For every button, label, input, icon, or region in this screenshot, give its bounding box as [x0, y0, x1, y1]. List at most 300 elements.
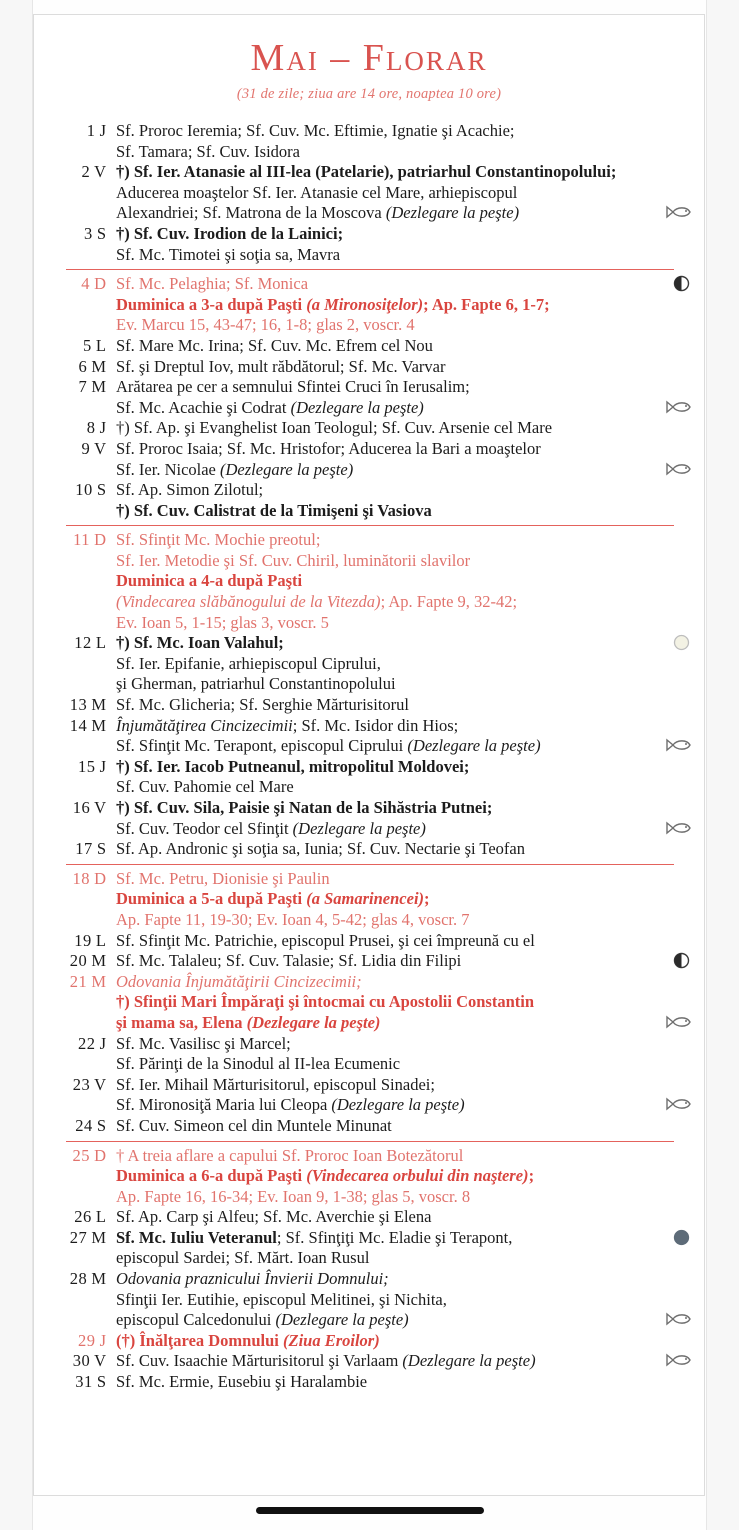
- entry-text: ;: [528, 1166, 535, 1186]
- day-weekday-letter: J: [95, 756, 106, 776]
- entry-text: Sf. Sfinţit Mc. Patrichie, episcopul Prusei, şi cei împreună cu el: [116, 930, 535, 950]
- calendar-day-row[interactable]: [50, 418, 690, 439]
- day-entries: [116, 1034, 690, 1075]
- calendar-day-row[interactable]: [50, 1372, 690, 1393]
- calendar-day-row[interactable]: [50, 931, 690, 952]
- entry-text: ; Ap. Fapte 9, 32-42;: [380, 592, 518, 612]
- day-weekday-letter: J: [95, 418, 106, 438]
- entry-text: †) Sf. Cuv. Sila, Paisie şi Natan de la Sihăstria Putnei;: [116, 798, 493, 817]
- entry-text: Sf. Ap. Andronic şi soţia sa, Iunia; Sf. Cuv. Nectarie şi Teofan: [116, 839, 525, 859]
- day-number: 31: [75, 1372, 93, 1392]
- entry-text: (†) Înălţarea Domnului: [116, 1330, 283, 1350]
- entry-text: (Dezlegare la peşte): [385, 203, 520, 223]
- home-indicator[interactable]: [256, 1507, 484, 1514]
- calendar-day-row[interactable]: [50, 695, 690, 716]
- entry-text: Ap. Fapte 11, 19-30; Ev. Ioan 4, 5-42; glas 4, voscr. 7: [116, 909, 470, 929]
- entry-text: †) Sf. Ier. Iacob Putneanul, mitropolitul Moldovei;: [116, 756, 470, 776]
- day-number: 22: [77, 1033, 96, 1053]
- day-entry-line: [116, 695, 690, 716]
- day-entry-line: [116, 398, 690, 419]
- day-entry-line: [116, 889, 690, 910]
- day-entry-line: [116, 1054, 690, 1075]
- day-number-cell: [50, 274, 116, 295]
- calendar-day-row[interactable]: [50, 633, 690, 695]
- day-entry-line: [116, 1166, 690, 1187]
- day-entry-line: [116, 1310, 690, 1331]
- day-weekday-letter: V: [90, 162, 106, 182]
- entry-text: Alexandriei; Sf. Matrona de la Moscova: [116, 203, 386, 223]
- entry-text: Duminica a 4-a după Paşti: [116, 571, 303, 591]
- day-entry-line: [116, 274, 690, 295]
- entry-text: Sf. Mc. Acachie şi Codrat: [116, 397, 291, 417]
- day-number: 23: [72, 1074, 91, 1094]
- calendar-day-row[interactable]: [50, 1331, 690, 1352]
- calendar-day-row[interactable]: [50, 530, 690, 633]
- entry-text: (a Samarinencei): [306, 889, 425, 909]
- entry-text: † A treia aflare a capului Sf. Proroc Ioan Botezătorul: [116, 1145, 464, 1165]
- entry-text: Sf. Cuv. Isaachie Mărturisitorul şi Varlaam: [116, 1351, 403, 1371]
- day-entry-line: [116, 295, 690, 316]
- calendar-day-row[interactable]: [50, 377, 690, 418]
- day-number: 28: [69, 1269, 88, 1289]
- day-number-cell: [50, 1116, 116, 1137]
- entry-text: (Dezlegare la peşte): [275, 1310, 409, 1330]
- entry-text: (Dezlegare la peşte): [290, 397, 424, 417]
- day-entry-line: [116, 1116, 690, 1137]
- day-entry-line: [116, 418, 690, 439]
- section-divider: [66, 525, 674, 526]
- entry-text: Sf. Părinţi de la Sinodul al II-lea Ecumenic: [116, 1054, 401, 1074]
- day-number: 21: [69, 971, 88, 991]
- entry-text: Sf. Mc. Iuliu Veteranul: [116, 1227, 277, 1247]
- day-weekday-letter: M: [87, 715, 106, 735]
- day-number-cell: [50, 439, 116, 460]
- day-weekday-letter: S: [92, 1115, 106, 1135]
- day-number: 12: [74, 633, 92, 653]
- day-number-cell: [50, 1331, 116, 1352]
- day-entry-line: [116, 931, 690, 952]
- day-number-cell: [50, 716, 116, 737]
- entry-text: †) Sf. Cuv. Irodion de la Lainici;: [116, 223, 344, 243]
- day-number: 17: [75, 839, 93, 859]
- day-weekday-letter: S: [92, 1372, 106, 1392]
- calendar-day-row[interactable]: [50, 1207, 690, 1228]
- entry-text: Sf. Cuv. Simeon cel din Muntele Minunat: [116, 1115, 392, 1135]
- calendar-day-row[interactable]: [50, 1228, 690, 1269]
- day-weekday-letter: J: [95, 1033, 106, 1053]
- day-number: 1: [86, 121, 96, 140]
- day-entry-line: [116, 315, 690, 336]
- day-entry-line: [116, 551, 690, 572]
- day-weekday-letter: V: [90, 1074, 106, 1094]
- day-entry-line: [116, 183, 690, 204]
- day-entries: [116, 224, 690, 265]
- day-entry-line: [116, 798, 690, 819]
- day-number: 20: [69, 951, 88, 971]
- entry-text: Sf. Proroc Ieremia; Sf. Cuv. Mc. Eftimie, Ignatie şi Acachie;: [116, 121, 515, 140]
- page-right-margin: [706, 0, 739, 1530]
- calendar-day-row[interactable]: [50, 274, 690, 336]
- entry-text: Sf. Ier. Metodie şi Sf. Cuv. Chiril, luminătorii slavilor: [116, 550, 471, 570]
- day-number-cell: [50, 1351, 116, 1372]
- entry-text: ; Ap. Fapte 6, 1-7;: [423, 294, 550, 314]
- calendar-day-row[interactable]: [50, 716, 690, 757]
- day-entry-line: [116, 869, 690, 890]
- day-entry-line: [116, 1269, 690, 1290]
- day-entry-line: [116, 819, 690, 840]
- day-weekday-letter: L: [91, 633, 106, 653]
- day-number-cell: [50, 798, 116, 819]
- day-number: 26: [74, 1207, 92, 1227]
- section-divider: [66, 1141, 674, 1142]
- day-entry-line: [116, 992, 690, 1013]
- day-number-cell: [50, 757, 116, 778]
- day-number: 2: [81, 162, 91, 182]
- entry-text: Sf. şi Dreptul Iov, mult răbdătorul; Sf. Mc. Varvar: [116, 356, 446, 376]
- day-entries: [116, 1372, 690, 1393]
- day-entry-line: [116, 501, 690, 522]
- calendar-day-row[interactable]: [50, 869, 690, 931]
- entry-text: Sf. Mc. Talaleu; Sf. Cuv. Talasie; Sf. Lidia din Filipi: [116, 951, 462, 971]
- calendar-day-row[interactable]: [50, 1146, 690, 1208]
- entry-text: †) Sf. Mc. Ioan Valahul;: [116, 633, 284, 653]
- day-entry-line: [116, 245, 690, 266]
- calendar-day-row[interactable]: [50, 1034, 690, 1075]
- calendar-day-row[interactable]: [50, 839, 690, 860]
- entry-text: episcopul Calcedonului: [116, 1310, 276, 1330]
- day-entries: [116, 716, 690, 757]
- entry-text: şi Gherman, patriarhul Constantinopolului: [116, 674, 396, 694]
- day-number: 14: [69, 715, 88, 735]
- day-entries: [116, 1331, 690, 1352]
- day-entries: [116, 377, 690, 418]
- entry-text: Ev. Ioan 5, 1-15; glas 3, voscr. 5: [116, 612, 329, 632]
- calendar-sheet: [33, 14, 705, 1496]
- entry-text: Sf. Mc. Pelaghia; Sf. Monica: [116, 274, 309, 294]
- day-entry-line: [116, 142, 690, 163]
- entry-text: Sf. Cuv. Teodor cel Sfinţit: [116, 818, 293, 838]
- day-entry-line: [116, 951, 690, 972]
- day-number: 6: [78, 356, 88, 376]
- day-number: 27: [69, 1227, 88, 1247]
- day-number-cell: [50, 972, 116, 993]
- moon-last-quarter-icon: [673, 952, 690, 969]
- day-entry-line: [116, 439, 690, 460]
- day-weekday-letter: L: [91, 1207, 106, 1227]
- entry-text: †) Sf. Ap. şi Evanghelist Ioan Teologul; Sf. Cuv. Arsenie cel Mare: [116, 418, 553, 438]
- fish-icon: [666, 205, 692, 221]
- entry-text: Sf. Sfinţit Mc. Terapont, episcopul Ciprului: [116, 736, 408, 756]
- day-entry-line: [116, 480, 690, 501]
- entry-text: Sf. Mc. Petru, Dionisie şi Paulin: [116, 868, 330, 888]
- entry-text: (Dezlegare la peşte): [402, 1351, 536, 1371]
- entry-text: (Ziua Eroilor): [283, 1330, 380, 1350]
- calendar-day-row[interactable]: [50, 757, 690, 798]
- entry-text: (Dezlegare la peşte): [246, 1012, 381, 1032]
- day-number: 11: [73, 530, 90, 550]
- day-entry-line: [116, 1146, 690, 1167]
- entry-text: (Dezlegare la peşte): [331, 1095, 465, 1115]
- fish-icon: [666, 821, 692, 837]
- day-number-cell: [50, 633, 116, 654]
- calendar-day-row[interactable]: [50, 798, 690, 839]
- entry-text: †) Sfinţii Mari Împăraţi şi întocmai cu Apostolii Constantin: [116, 992, 535, 1012]
- entry-text: Duminica a 3-a după Paşti: [116, 294, 307, 314]
- entry-text: Arătarea pe cer a semnului Sfintei Cruci în Ierusalim;: [116, 377, 470, 397]
- day-entries: [116, 439, 690, 480]
- entry-text: (Dezlegare la peşte): [220, 459, 354, 479]
- day-entry-line: [116, 592, 690, 613]
- day-entry-line: [116, 571, 690, 592]
- fish-icon: [666, 1015, 692, 1031]
- day-entries: [116, 121, 690, 162]
- day-number-cell: [50, 357, 116, 378]
- day-number: 13: [69, 695, 88, 715]
- entry-text: episcopul Sardei; Sf. Mărt. Ioan Rusul: [116, 1248, 370, 1268]
- entry-text: Aducerea moaştelor Sf. Ier. Atanasie cel Mare, arhiepiscopul: [116, 182, 518, 202]
- entry-text: Ev. Marcu 15, 43-47; 16, 1-8; glas 2, voscr. 4: [116, 315, 415, 335]
- day-entries: [116, 530, 690, 633]
- calendar-day-row[interactable]: [50, 357, 690, 378]
- day-number-cell: [50, 1075, 116, 1096]
- day-number-cell: [50, 1034, 116, 1055]
- fish-icon: [666, 1353, 692, 1369]
- fish-icon: [666, 400, 692, 416]
- moon-full-icon: [673, 1229, 690, 1246]
- entry-text: Sf. Mc. Glicheria; Sf. Serghie Mărturisitorul: [116, 695, 409, 715]
- day-number: 4: [81, 274, 90, 294]
- day-entries: [116, 274, 690, 336]
- entry-text: Sf. Mc. Ermie, Eusebiu şi Haralambie: [116, 1372, 368, 1392]
- day-entries: [116, 357, 690, 378]
- entry-text: (Dezlegare la peşte): [407, 736, 541, 756]
- day-entry-line: [116, 530, 690, 551]
- page-header: [34, 15, 704, 103]
- day-number: 24: [75, 1115, 93, 1135]
- entry-text: Sf. Ier. Epifanie, arhiepiscopul Ciprului,: [116, 653, 381, 673]
- day-entry-line: [116, 716, 690, 737]
- section-divider: [66, 269, 674, 270]
- entry-text: Odovania praznicului Învierii Domnului;: [116, 1269, 389, 1289]
- fish-icon: [666, 462, 692, 478]
- calendar-day-row[interactable]: [50, 951, 690, 972]
- page-subtitle: (31 de zile; ziua are 14 ore, noaptea 10 ore): [236, 86, 502, 102]
- day-entry-line: [116, 1351, 690, 1372]
- calendar-day-row[interactable]: [50, 972, 690, 1034]
- calendar-day-row[interactable]: [50, 1269, 690, 1331]
- day-weekday-letter: M: [87, 695, 106, 715]
- day-entry-line: [116, 224, 690, 245]
- day-weekday-letter: M: [87, 377, 106, 397]
- day-number-cell: [50, 695, 116, 716]
- calendar-day-row[interactable]: [50, 336, 690, 357]
- day-entry-line: [116, 613, 690, 634]
- entry-text: Ap. Fapte 16, 16-34; Ev. Ioan 9, 1-38; glas 5, voscr. 8: [116, 1186, 471, 1206]
- day-entries: [116, 695, 690, 716]
- day-entries: [116, 1146, 690, 1208]
- day-weekday-letter: M: [87, 356, 106, 376]
- day-entries: [116, 757, 690, 798]
- day-number: 15: [77, 756, 96, 776]
- calendar-day-row[interactable]: [50, 1116, 690, 1137]
- fish-icon: [666, 1097, 692, 1113]
- entry-text: (Dezlegare la peşte): [292, 818, 426, 838]
- day-number-cell: [50, 336, 116, 357]
- entry-text: (Vindecarea slăbănogului de la Vitezda): [116, 592, 381, 612]
- day-entry-line: [116, 357, 690, 378]
- day-entry-line: [116, 674, 690, 695]
- day-number-cell: [50, 480, 116, 501]
- day-weekday-letter: M: [87, 971, 106, 991]
- day-number: 3: [83, 223, 93, 243]
- entry-text: Odovania Înjumătăţirii Cincizecimii;: [116, 971, 362, 991]
- day-entries: [116, 951, 690, 972]
- day-entries: [116, 1228, 690, 1269]
- day-entries: [116, 633, 690, 695]
- calendar-day-row[interactable]: [50, 1351, 690, 1372]
- day-entry-line: [116, 121, 690, 142]
- day-weekday-letter: J: [95, 121, 106, 140]
- day-entries: [116, 839, 690, 860]
- day-number-cell: [50, 377, 116, 398]
- day-entry-line: [116, 777, 690, 798]
- day-entries: [116, 798, 690, 839]
- calendar-day-row[interactable]: [50, 1075, 690, 1116]
- entry-text: ; Sf. Mc. Isidor din Hios;: [292, 715, 459, 735]
- entry-text: †) Sf. Ier. Atanasie al III-lea (Patelarie), patriarhul Constantinopolului;: [116, 162, 617, 182]
- day-entry-line: [116, 1034, 690, 1055]
- day-entry-line: [116, 1207, 690, 1228]
- day-number: 10: [75, 480, 93, 500]
- day-number-cell: [50, 224, 116, 245]
- entry-text: Sf. Tamara; Sf. Cuv. Isidora: [116, 141, 300, 161]
- entry-text: Înjumătăţirea Cincizecimii: [116, 715, 293, 735]
- day-entry-line: [116, 757, 690, 778]
- entry-text: Duminica a 5-a după Paşti: [116, 889, 307, 909]
- day-entries: [116, 869, 690, 931]
- day-entry-line: [116, 972, 690, 993]
- day-entry-line: [116, 162, 690, 183]
- day-number-cell: [50, 1228, 116, 1249]
- entry-text: Sfinţii Ier. Eutihie, episcopul Melitinei, şi Nichita,: [116, 1289, 447, 1309]
- day-weekday-letter: M: [87, 1227, 106, 1247]
- day-number-cell: [50, 530, 116, 551]
- day-entry-line: [116, 1187, 690, 1208]
- day-entries: [116, 1207, 690, 1228]
- day-entries: [116, 480, 690, 521]
- day-weekday-letter: L: [91, 930, 106, 950]
- calendar-day-row[interactable]: [50, 439, 690, 480]
- fish-icon: [666, 1312, 692, 1328]
- day-entries: [116, 1351, 690, 1372]
- moon-last-quarter-icon: [673, 275, 690, 292]
- day-number: 8: [86, 418, 96, 438]
- calendar-day-row[interactable]: [50, 224, 690, 265]
- day-weekday-letter: D: [89, 868, 106, 888]
- day-entries: [116, 1269, 690, 1331]
- entry-text: Duminica a 6-a după Paşti: [116, 1166, 307, 1186]
- day-entry-line: [116, 1228, 690, 1249]
- day-number-cell: [50, 1269, 116, 1290]
- day-entries: [116, 418, 690, 439]
- page-left-margin: [0, 0, 33, 1530]
- moon-new-icon: [673, 634, 690, 651]
- day-number-cell: [50, 931, 116, 952]
- day-weekday-letter: M: [87, 951, 106, 971]
- day-entries: [116, 162, 690, 224]
- day-entry-line: [116, 377, 690, 398]
- day-entries: [116, 931, 690, 952]
- day-weekday-letter: S: [92, 839, 106, 859]
- calendar-day-row[interactable]: [50, 480, 690, 521]
- day-entries: [116, 336, 690, 357]
- day-weekday-letter: S: [92, 223, 106, 243]
- entry-text: Sf. Mc. Timotei şi soţia sa, Mavra: [116, 244, 341, 264]
- entry-text: Sf. Mare Mc. Irina; Sf. Cuv. Mc. Efrem cel Nou: [116, 335, 433, 355]
- day-entry-line: [116, 839, 690, 860]
- day-weekday-letter: J: [95, 1330, 106, 1350]
- day-entries: [116, 1116, 690, 1137]
- day-weekday-letter: V: [90, 798, 106, 817]
- day-number-cell: [50, 839, 116, 860]
- day-weekday-letter: V: [90, 1351, 106, 1371]
- day-number-cell: [50, 121, 116, 142]
- entry-text: (Vindecarea orbului din naştere): [306, 1166, 529, 1186]
- day-number: 29: [77, 1330, 96, 1350]
- day-entry-line: [116, 203, 690, 224]
- day-entry-line: [116, 1013, 690, 1034]
- entry-text: Sf. Mc. Vasilisc şi Marcel;: [116, 1033, 291, 1053]
- day-entries: [116, 972, 690, 1034]
- day-weekday-letter: D: [89, 530, 106, 550]
- day-number-cell: [50, 1146, 116, 1167]
- day-entry-line: [116, 336, 690, 357]
- entry-text: Sf. Ap. Simon Zilotul;: [116, 480, 264, 500]
- day-entry-line: [116, 910, 690, 931]
- day-number: 30: [72, 1351, 91, 1371]
- entry-text: Sf. Sfinţit Mc. Mochie preotul;: [116, 530, 321, 550]
- day-number: 7: [78, 377, 88, 397]
- day-entry-line: [116, 1095, 690, 1116]
- calendar-day-row[interactable]: [50, 162, 690, 224]
- day-entry-line: [116, 460, 690, 481]
- day-entry-line: [116, 633, 690, 654]
- entry-text: Sf. Proroc Isaia; Sf. Mc. Hristofor; Aducerea la Bari a moaştelor: [116, 438, 541, 458]
- day-weekday-letter: V: [90, 438, 106, 458]
- day-entry-line: [116, 654, 690, 675]
- day-number-cell: [50, 1372, 116, 1393]
- day-weekday-letter: L: [91, 335, 106, 355]
- day-weekday-letter: M: [87, 1269, 106, 1289]
- entry-text: Sf. Ier. Nicolae: [116, 459, 221, 479]
- day-entry-line: [116, 736, 690, 757]
- entry-text: Sf. Ap. Carp şi Alfeu; Sf. Mc. Averchie şi Elena: [116, 1207, 432, 1227]
- calendar-day-list: [34, 121, 704, 1393]
- day-number: 5: [83, 335, 92, 355]
- day-weekday-letter: S: [92, 480, 106, 500]
- entry-text: Sf. Cuv. Pahomie cel Mare: [116, 777, 294, 797]
- entry-text: †) Sf. Cuv. Calistrat de la Timişeni şi Vasiova: [116, 500, 432, 520]
- day-number-cell: [50, 418, 116, 439]
- day-number: 25: [72, 1145, 90, 1165]
- day-number: 18: [72, 868, 90, 888]
- day-number-cell: [50, 162, 116, 183]
- entry-text: (a Mironosiţelor): [306, 294, 424, 314]
- calendar-day-row[interactable]: [50, 121, 690, 162]
- entry-text: şi mama sa, Elena: [116, 1012, 247, 1032]
- day-entry-line: [116, 1075, 690, 1096]
- entry-text: ;: [424, 889, 430, 909]
